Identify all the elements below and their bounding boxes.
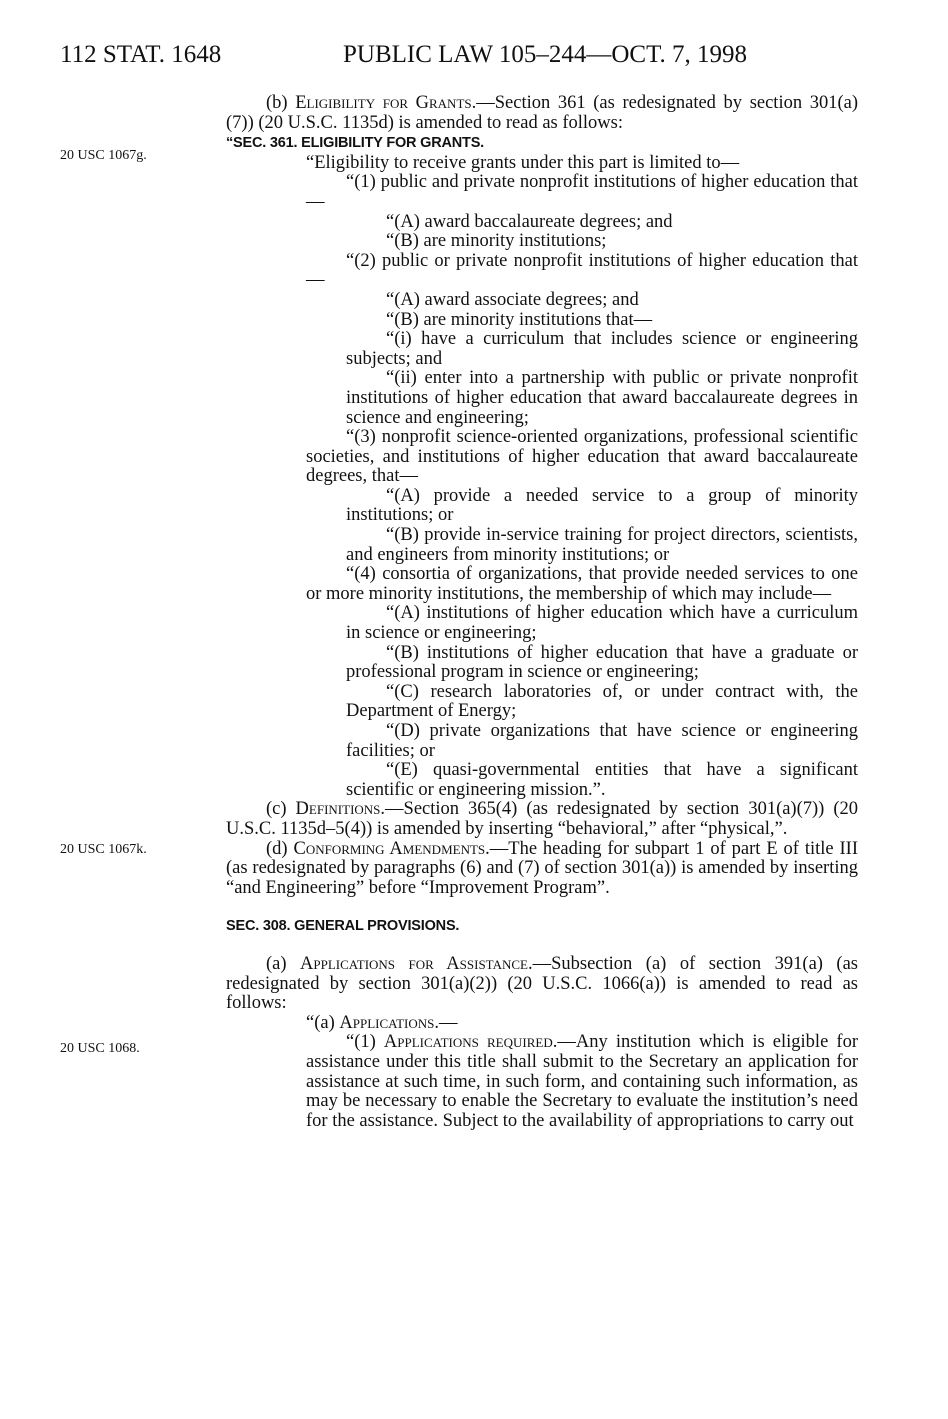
page-header (60, 38, 880, 72)
paragraph-2: “(2) public or private nonprofit institutions of higher education that— (306, 250, 858, 291)
paragraph-4-d: “(D) private organizations that have science or engineering facilities; or (346, 721, 858, 761)
applications-required-heading: Applications required. (383, 1032, 558, 1053)
section-308-subsection-a: (a) Applications for Assistance.—Subsection (a) of section 391(a) (as redesignated by section 301(a)(2)) (20 U.S.C. 1066(a)) is amended to read as follows: (226, 953, 859, 1014)
subsection-b: (b) Eligibility for Grants.—Section 361 (as redesignated by section 301(a)(7)) (20 U.S.C. 1135d) is amended to read as follows: (226, 93, 859, 133)
paragraph-3-b: “(B) provide in-service training for project directors, scientists, and engineers from minority institutions; or (346, 525, 858, 565)
paragraph-4-c: “(C) research laboratories of, or under contract with, the Department of Energy; (346, 681, 858, 722)
section-361-heading: “SEC. 361. ELIGIBILITY FOR GRANTS. (226, 135, 485, 152)
paragraph-4-a: “(A) institutions of higher education which have a curriculum in science or engineering; (346, 603, 858, 644)
subsection-c-heading: Definitions. (295, 799, 386, 820)
applications-required: “(1) Applications required.—Any institution which is eligible for assistance under this title shall submit to the Secretary an application for assistance at such time, in such form, and containing such information, as may be necessary to enable the Secretary to evaluate the institution’s need for the assistance. Subject to the availability of appropriations to carry out (306, 1032, 858, 1131)
main-text-column (226, 94, 858, 1131)
paragraph-4-e: “(E) quasi-governmental entities that have a significant scientific or engineering mission.”. (346, 760, 858, 800)
statute-page-number: 112 STAT. 1648 (60, 41, 222, 68)
paragraph-1-b: “(B) are minority institutions; (386, 231, 607, 252)
subsection-b-heading: Eligibility for Grants. (295, 93, 477, 113)
subsection-d: (d) Conforming Amendments.—The heading for subpart 1 of part E of title III (as redesignated by paragraphs (6) and (7) of section 301(a)) is amended by inserting “and Engineering” before “Improvement Program”. (226, 838, 859, 898)
eligibility-intro: “Eligibility to receive grants under this part is limited to— (306, 152, 740, 173)
applications-heading: “(a) Applications.— (306, 1012, 458, 1033)
public-law-citation: PUBLIC LAW 105–244—OCT. 7, 1998 (343, 41, 748, 68)
clause-2-b-ii: “(ii) enter into a partnership with public or private nonprofit institutions of higher education that award baccalaureate degrees in science and engineering; (346, 368, 858, 428)
section-308-heading: SEC. 308. GENERAL PROVISIONS. (226, 918, 460, 935)
subsection-c: (c) Definitions.—Section 365(4) (as redesignated by section 301(a)(7)) (20 U.S.C. 1135d–5(4)) is amended by inserting “behavioral,” after “physical,”. (226, 799, 858, 839)
clause-2-b-i: “(i) have a curriculum that includes science or engineering subjects; and (346, 329, 858, 369)
subsection-d-heading: Conforming Amendments. (293, 838, 490, 859)
paragraph-2-a: “(A) award associate degrees; and (386, 289, 639, 310)
paragraph-1-a: “(A) award baccalaureate degrees; and (386, 211, 673, 232)
margin-note-1067k: 20 USC 1067k. (60, 842, 147, 857)
paragraph-4: “(4) consortia of organizations, that provide needed services to one or more minority institutions, the membership of which may include— (306, 564, 858, 604)
margin-note-1068: 20 USC 1068. (60, 1041, 140, 1056)
paragraph-3: “(3) nonprofit science-oriented organizations, professional scientific societies, and institutions of higher education that award baccalaureate degrees, that— (306, 427, 858, 487)
paragraph-1: “(1) public and private nonprofit institutions of higher education that— (306, 172, 858, 212)
section-308-a-heading: Applications for Assistance. (300, 953, 533, 974)
paragraph-4-b: “(B) institutions of higher education that have a graduate or professional program in science or engineering; (346, 642, 858, 683)
paragraph-3-a: “(A) provide a needed service to a group of minority institutions; or (346, 485, 858, 526)
margin-note-1067g: 20 USC 1067g. (60, 148, 147, 163)
paragraph-2-b: “(B) are minority institutions that— (386, 309, 653, 330)
